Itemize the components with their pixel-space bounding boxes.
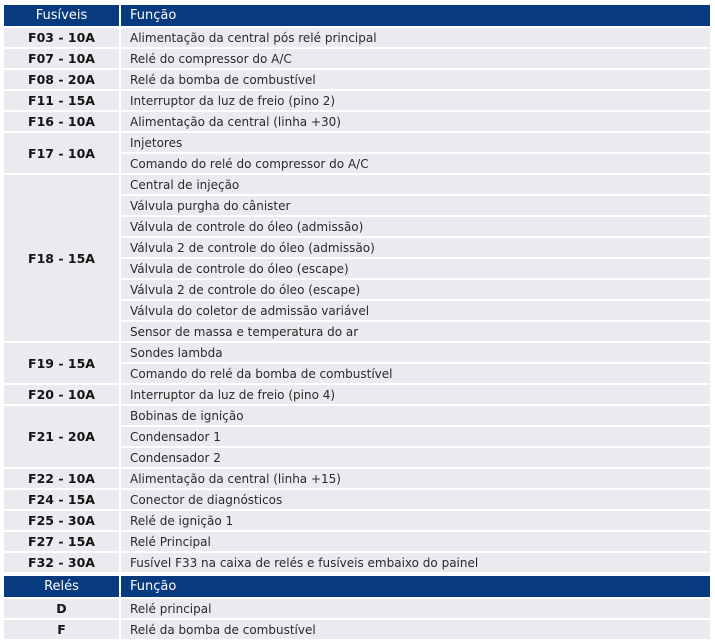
table-row: [4, 531, 711, 552]
column-header-fuses: Fusíveis: [4, 5, 120, 27]
relay-code-cell: D: [4, 598, 120, 619]
table-row: [4, 405, 711, 426]
column-header-relays: Relés: [4, 576, 120, 598]
function-cell: Válvula de controle do óleo (admissão): [120, 216, 711, 237]
function-cell: Relé da bomba de combustível: [120, 69, 711, 90]
function-cell: Conector de diagnósticos: [120, 489, 711, 510]
table-row: [4, 342, 711, 363]
function-cell: Relé do compressor do A/C: [120, 48, 711, 69]
function-cell: Bobinas de ignição: [120, 405, 711, 426]
fuse-code-cell: F08 - 20A: [4, 69, 120, 90]
function-cell: Sondes lambda: [120, 342, 711, 363]
table-header-row: [4, 576, 711, 598]
table-row: [4, 598, 711, 619]
function-cell: Comando do relé da bomba de combustível: [120, 363, 711, 384]
fuse-code-cell: F19 - 15A: [4, 342, 120, 384]
function-cell: Central de injeção: [120, 174, 711, 195]
function-cell: Sensor de massa e temperatura do ar: [120, 321, 711, 342]
fuse-code-cell: F03 - 10A: [4, 27, 120, 48]
table-row: [4, 468, 711, 489]
fuses-table-body: [4, 27, 711, 573]
table-row: [4, 510, 711, 531]
fuse-code-cell: F24 - 15A: [4, 489, 120, 510]
table-row: [4, 489, 711, 510]
table-row: [4, 27, 711, 48]
table-row: [4, 384, 711, 405]
fuse-code-cell: F07 - 10A: [4, 48, 120, 69]
function-cell: Condensador 2: [120, 447, 711, 468]
table-header-row: [4, 5, 711, 27]
function-cell: Fusível F33 na caixa de relés e fusíveis embaixo do painel: [120, 552, 711, 573]
fuse-code-cell: F17 - 10A: [4, 132, 120, 174]
fuse-code-cell: F32 - 30A: [4, 552, 120, 573]
function-cell: Injetores: [120, 132, 711, 153]
function-cell: Alimentação da central (linha +30): [120, 111, 711, 132]
table-row: [4, 552, 711, 573]
function-cell: Relé principal: [120, 598, 711, 619]
table-row: [4, 132, 711, 153]
column-header-function: Função: [120, 5, 711, 27]
function-cell: Comando do relé do compressor do A/C: [120, 153, 711, 174]
relays-table: [4, 576, 712, 641]
function-cell: Alimentação da central pós relé principal: [120, 27, 711, 48]
fuse-code-cell: F11 - 15A: [4, 90, 120, 111]
function-cell: Relé da bomba de combustível: [120, 619, 711, 640]
fuse-code-cell: F20 - 10A: [4, 384, 120, 405]
function-cell: Válvula de controle do óleo (escape): [120, 258, 711, 279]
fuse-code-cell: F21 - 20A: [4, 405, 120, 468]
relay-code-cell: F: [4, 619, 120, 640]
table-row: [4, 90, 711, 111]
fuse-code-cell: F18 - 15A: [4, 174, 120, 342]
function-cell: Relé Principal: [120, 531, 711, 552]
function-cell: Válvula 2 de controle do óleo (escape): [120, 279, 711, 300]
function-cell: Interruptor da luz de freio (pino 2): [120, 90, 711, 111]
fuse-code-cell: F25 - 30A: [4, 510, 120, 531]
table-row: [4, 111, 711, 132]
function-cell: Relé de ignição 1: [120, 510, 711, 531]
function-cell: Válvula 2 de controle do óleo (admissão): [120, 237, 711, 258]
table-row: [4, 174, 711, 195]
table-row: [4, 48, 711, 69]
table-row: [4, 619, 711, 640]
function-cell: Interruptor da luz de freio (pino 4): [120, 384, 711, 405]
function-cell: Válvula do coletor de admissão variável: [120, 300, 711, 321]
function-cell: Válvula purgha do cânister: [120, 195, 711, 216]
fuse-code-cell: F22 - 10A: [4, 468, 120, 489]
function-cell: Condensador 1: [120, 426, 711, 447]
column-header-function: Função: [120, 576, 711, 598]
fuses-table: [4, 5, 712, 574]
table-row: [4, 69, 711, 90]
function-cell: Alimentação da central (linha +15): [120, 468, 711, 489]
fuse-code-cell: F16 - 10A: [4, 111, 120, 132]
relays-table-body: [4, 598, 711, 640]
fuse-code-cell: F27 - 15A: [4, 531, 120, 552]
